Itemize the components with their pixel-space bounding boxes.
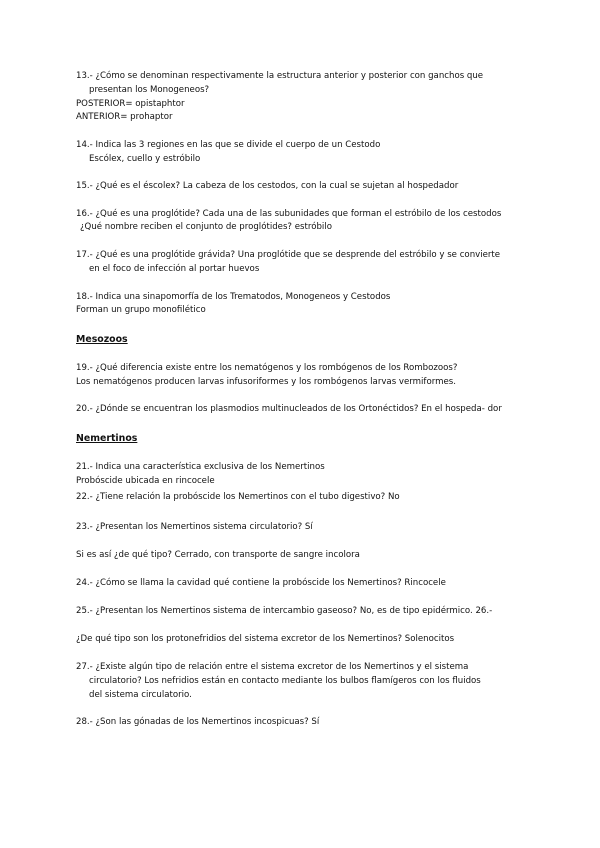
question-23: 23.- ¿Presentan los Nemertinos sistema circulatorio? Sí: [76, 522, 313, 532]
answer-14: Escólex, cuello y estróbilo: [89, 154, 201, 164]
answer-13-anterior: ANTERIOR= prohaptor: [76, 112, 173, 122]
answer-18: Forman un grupo monofilético: [76, 305, 206, 315]
question-27-cont: circulatorio? Los nefridios están en contacto mediante los bulbos flamígeros con los fluidos: [89, 676, 481, 686]
question-19: 19.- ¿Qué diferencia existe entre los nematógenos y los rombógenos de los Rombozoos?: [76, 363, 458, 373]
section-heading-nemertinos: Nemertinos: [76, 433, 138, 444]
question-17-cont: en el foco de infección al portar huevos: [89, 264, 260, 274]
question-18: 18.- Indica una sinapomorfía de los Trematodos, Monogeneos y Cestodos: [76, 292, 391, 302]
question-26: ¿De qué tipo son los protonefridios del sistema excretor de los Nemertinos? Solenocitos: [76, 634, 455, 644]
question-16-cont: ¿Qué nombre reciben el conjunto de proglótides? estróbilo: [80, 222, 332, 232]
question-28: 28.- ¿Son las gónadas de los Nemertinos incospicuas? Sí: [76, 717, 320, 727]
answer-19: Los nematógenos producen larvas infusoriformes y los rombógenos larvas vermiformes.: [76, 377, 456, 387]
question-16: 16.- ¿Qué es una proglótide? Cada una de las subunidades que forman el estróbilo de los cestodos: [76, 209, 502, 219]
question-22: 22.- ¿Tiene relación la probóscide los Nemertinos con el tubo digestivo? No: [76, 492, 400, 502]
question-21: 21.- Indica una característica exclusiva de los Nemertinos: [76, 462, 325, 472]
answer-13-posterior: POSTERIOR= opistaphtor: [76, 99, 185, 109]
question-27: 27.- ¿Existe algún tipo de relación entre el sistema excretor de los Nemertinos y el sistema: [76, 662, 469, 672]
question-15: 15.- ¿Qué es el éscolex? La cabeza de los cestodos, con la cual se sujetan al hospedador: [76, 181, 459, 191]
question-27-cont-2: del sistema circulatorio.: [89, 690, 192, 700]
question-25: 25.- ¿Presentan los Nemertinos sistema de intercambio gaseoso? No, es de tipo epidérmico. 26.-: [76, 606, 493, 616]
question-24: 24.- ¿Cómo se llama la cavidad qué contiene la probóscide los Nemertinos? Rincocele: [76, 578, 446, 588]
section-heading-mesozoos: Mesozoos: [76, 334, 128, 345]
question-14: 14.- Indica las 3 regiones en las que se divide el cuerpo de un Cestodo: [76, 140, 381, 150]
question-17: 17.- ¿Qué es una proglótide grávida? Una proglótide que se desprende del estróbilo y se convierte: [76, 250, 501, 260]
question-13-cont: presentan los Monogeneos?: [89, 85, 210, 95]
question-20: 20.- ¿Dónde se encuentran los plasmodios multinucleados de los Ortonéctidos? En el hospeda- dor: [76, 404, 502, 414]
question-23-followup: Si es así ¿de qué tipo? Cerrado, con transporte de sangre incolora: [76, 550, 360, 560]
answer-21: Probóscide ubicada en rincocele: [76, 476, 215, 486]
question-13: 13.- ¿Cómo se denominan respectivamente la estructura anterior y posterior con ganchos que: [76, 71, 484, 81]
